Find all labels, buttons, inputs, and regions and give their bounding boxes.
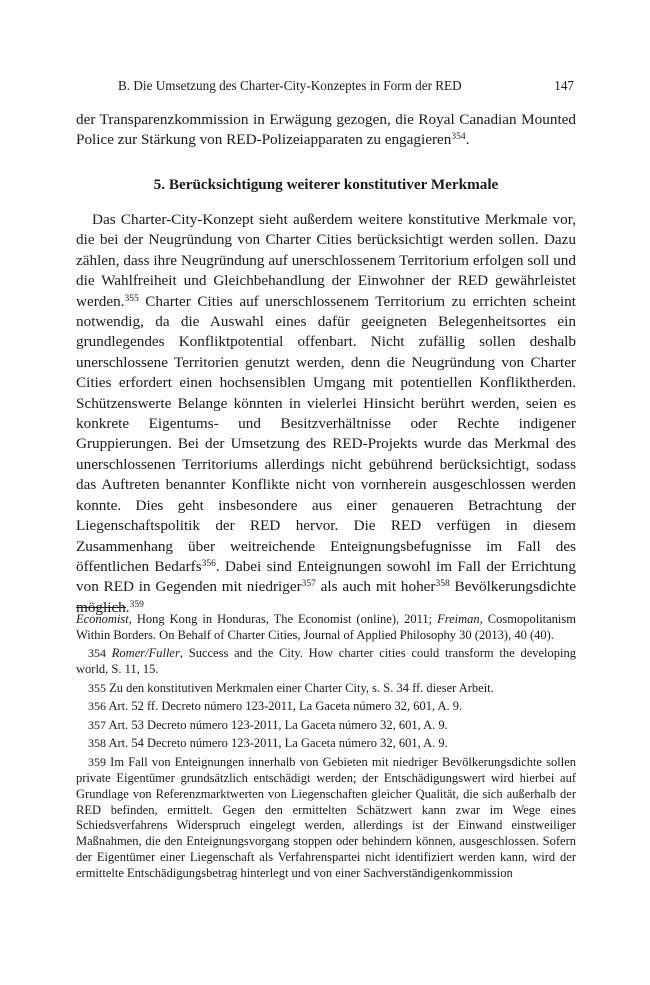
footnote-number: 356 [88, 699, 106, 714]
footnote-continuation [76, 612, 576, 644]
paragraph-part-3: . Dabei sind Enteignungen sowohl im Fall der Errichtung von RED in Gegenden mit niedriger [76, 557, 576, 596]
carryover-paragraph [76, 110, 576, 151]
paragraph-part-5: Bevölkerungsdichte möglich. [76, 578, 576, 616]
footnote-354 [76, 646, 576, 678]
carryover-text: der Transparenzkommission in Erwägung gezogen, die Royal Canadian Mounted Police zur Stärkung von RED-Polizeiapparaten zu engagieren [76, 111, 576, 149]
fn-cont-text-1: , Hong Kong in Honduras, The Economist (online), 2011; [128, 612, 438, 626]
fn354-author: Romer/Fuller [111, 646, 180, 661]
footnote-number: 358 [88, 736, 106, 751]
footnote-ref-355[interactable]: 355 [124, 293, 139, 304]
footnote-number: 359 [88, 754, 106, 769]
footnote-356 [76, 699, 576, 715]
fn359-text: Im Fall von Enteignungen innerhalb von Gebieten mit niedriger Bevölkerungsdichte sollen private Eigentümer grundsätzlich entschädigt werden; der Entschädigungswert wird hierbei auf Grundlage von Referenzmarktwerten von Liegenschaften gleicher Qualität, die sich außerhalb der RED befinden, ermittelt. Gegen den ermittelten Schätzwert kann zwar im Wege eines Schiedsverfahrens Widerspruch eingelegt werden, allerdings ist der Einwand einstweiliger Maßnahmen, die den Enteignungsvorgang stoppen oder behindern können, ausgeschlossen. Sofern der Eigentümer einer Liegenschaft als Verfahrenspartei nicht identifiziert werden kann, wird der ermittelte Entschädigungsbetrag hinterlegt und von einer Sachverständigenkommission [76, 754, 577, 881]
footnote-ref-358[interactable]: 358 [435, 579, 450, 590]
fn-cont-text-2: Cosmopolitanism Within Borders. On Behalf of Charter Cities, Journal of Applied Philosophy 30 (2013), 40 (40). [76, 612, 576, 642]
running-head-title: B. Die Umsetzung des Charter-City-Konzeptes in Form der RED [118, 78, 462, 93]
page-number: 147 [554, 78, 574, 93]
footnote-359 [76, 755, 576, 882]
fn-cont-source: Economist [76, 612, 129, 626]
fn354-text: , Success and the City. How charter cities could transform the developing world, S. 11, 15. [76, 646, 577, 677]
footnote-number: 355 [88, 680, 106, 695]
footnote-ref-354[interactable]: 354 [451, 132, 466, 143]
footnote-358 [76, 736, 576, 752]
fn-cont-author: Freiman, [437, 612, 483, 626]
footnote-ref-356[interactable]: 356 [201, 558, 216, 569]
fn358-text: Art. 54 Decreto número 123-2011, La Gaceta número 32, 601, A. 9. [108, 736, 448, 751]
main-paragraph [76, 210, 576, 618]
fn356-text: Art. 52 ff. Decreto número 123-2011, La Gaceta número 32, 601, A. 9. [108, 699, 463, 714]
footnote-357 [76, 718, 576, 734]
footnotes [76, 612, 576, 885]
fn355-text: Zu den konstitutiven Merkmalen einer Charter City, s. S. 34 ff. dieser Arbeit. [109, 680, 494, 695]
paragraph-part-2: Charter Cities auf unerschlossenem Territorium zu errichten scheint notwendig, da die Auswahl eines dafür geeigneten Belegenheitsortes ein grundlegendes Konfliktpotential offenbart. Nicht zufällig sollen deshalb unerschlossene Territorien genutzt werden, denn die Neugründung von Charter Cities erfordert einen hochsensiblen Umgang mit potentiellen Konfliktherden. Schützenswerte Belange könnten in vielerlei Hinsicht berührt werden, seien es konkrete Eigentums- und Besitzverhältnisse oder Rechte indigener Gruppierungen. Bei der Umsetzung des RED-Projekts wurde das Merkmal des unerschlossenen Territoriums allerdings nicht gebührend berücksichtigt, sodass das Auftreten benannter Konflikte nicht von vornherein ausgeschlossen werden konnte. Dies geht insbesondere aus einer genaueren Betrachtung der Liegenschaftspolitik der RED hervor. Die RED verfügen in diesem Zusammenhang über weitreichende Enteignungsbefugnisse im Fall des öffentlichen Bedarfs [76, 292, 576, 575]
carryover-end: . [465, 131, 470, 149]
footnote-355 [76, 681, 576, 697]
footnote-rule [76, 607, 126, 608]
fn357-text: Art. 53 Decreto número 123-2011, La Gaceta número 32, 601, A. 9. [108, 717, 448, 732]
footnote-ref-359[interactable]: 359 [129, 599, 144, 610]
footnote-ref-357[interactable]: 357 [301, 579, 316, 590]
footnote-number: 354 [88, 646, 106, 661]
paragraph-part-1: Das Charter-City-Konzept sieht außerdem weitere konstitutive Merkmale vor, die bei der Neugründung von Charter Cities berücksichtigt werden sollen. Dazu zählen, dass ihre Neugründung auf unerschlossenem Territorium erfolgen soll und die Wahlfreiheit und Gleichbehandlung der Einwohner der RED gewährleistet werden. [76, 211, 576, 310]
section-heading: 5. Berücksichtigung weiterer konstitutiver Merkmale [153, 176, 499, 193]
paragraph-part-4: als auch mit hoher [315, 578, 436, 596]
footnote-number: 357 [88, 717, 106, 732]
